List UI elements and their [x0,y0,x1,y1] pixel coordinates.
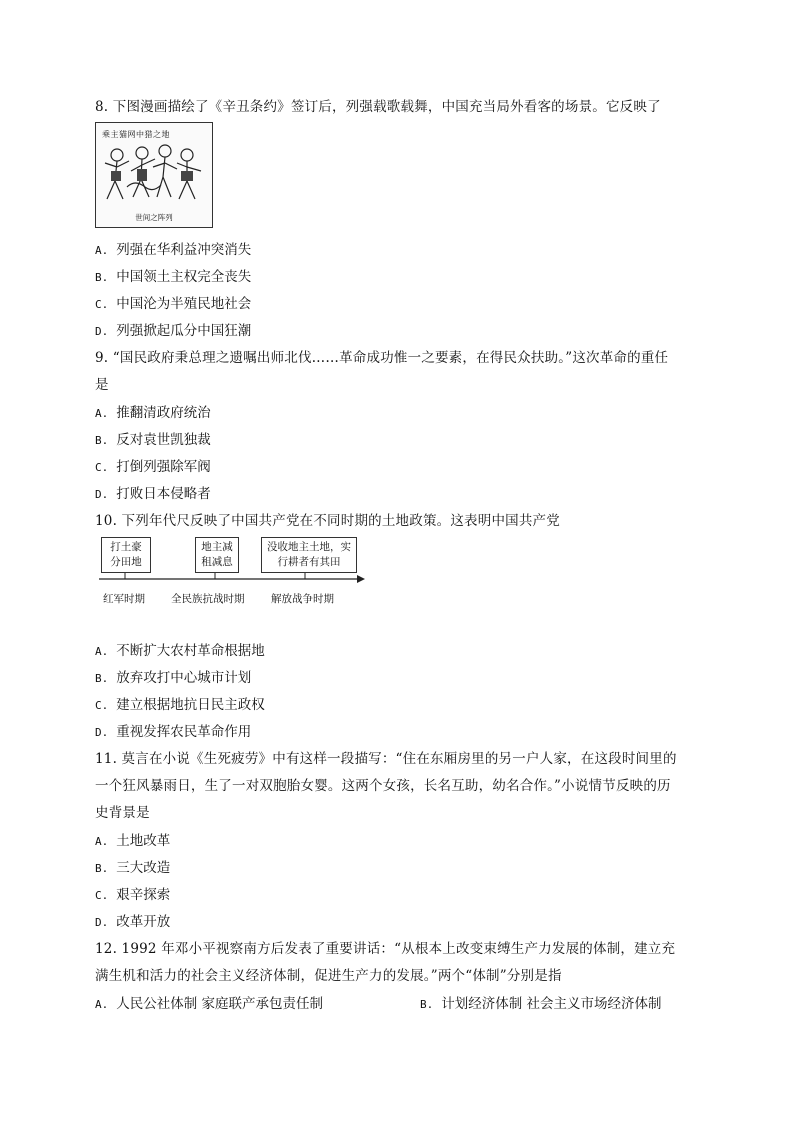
option-text: 反对袁世凯独裁 [116,432,211,448]
q9-option-c[interactable] [95,455,211,475]
option-text: 艰辛探索 [116,887,171,903]
option-label: B. [95,862,109,875]
option-label: D. [95,325,109,338]
option-text: 计划经济体制 社会主义市场经济体制 [441,996,662,1012]
option-label: A. [95,835,109,848]
option-text: 中国沦为半殖民地社会 [116,296,252,312]
option-text: 打倒列强除军阀 [116,459,211,475]
option-label: B. [95,434,109,447]
timeline-box-text: 租减息 [201,556,233,568]
q12-option-a[interactable] [95,992,323,1012]
option-label: C. [95,461,109,474]
q8-option-a[interactable] [95,238,251,258]
option-label: B. [420,998,434,1011]
option-text: 列强在华利益冲突消失 [116,242,252,258]
q8-option-c[interactable] [95,292,251,312]
option-label: C. [95,699,109,712]
option-label: A. [95,645,109,658]
option-text: 改革开放 [116,914,171,930]
option-label: B. [95,672,109,685]
timeline-period-3: 解放战争时期 [271,593,334,605]
option-text: 建立根据地抗日民主政权 [116,697,265,713]
question-8-stem: 8. 下图漫画描绘了《辛丑条约》签订后，列强载歌载舞，中国充当局外看客的场景。它反映了 [95,99,661,115]
timeline-box-text: 行耕者有其田 [277,556,341,568]
option-text: 不断扩大农村革命根据地 [116,643,265,659]
question-11-stem-cont: 史背景是 [95,805,150,821]
q11-option-b[interactable] [95,856,170,876]
cartoon-caption: 世间之阵列 [135,213,173,222]
option-label: D. [95,726,109,739]
q11-option-c[interactable] [95,883,170,903]
q8-option-d[interactable] [95,319,251,339]
q10-option-a[interactable] [95,639,265,659]
q10-option-b[interactable] [95,666,251,686]
timeline-box-text: 分田地 [110,556,142,568]
option-text: 土地改革 [116,833,171,849]
q10-option-c[interactable] [95,693,265,713]
q9-option-d[interactable] [95,482,211,502]
option-label: D. [95,488,109,501]
timeline-box-1 [101,537,151,573]
timeline-box-text: 没收地主土地，实 [267,541,351,553]
option-label: C. [95,298,109,311]
q11-option-a[interactable] [95,829,170,849]
timeline-chart [95,535,365,610]
q12-option-b[interactable] [420,992,662,1012]
q8-option-b[interactable] [95,265,251,285]
option-label: A. [95,244,109,257]
cartoon-image [95,122,213,228]
option-label: A. [95,407,109,420]
option-text: 三大改造 [116,860,171,876]
option-label: C. [95,889,109,902]
timeline-box-2 [195,537,239,573]
question-11-stem: 11. 莫言在小说《生死疲劳》中有这样一段描写：“住在东厢房里的另一户人家，在这段时间里的 [95,751,677,767]
option-label: A. [95,998,109,1011]
q11-option-d[interactable] [95,910,170,930]
timeline-period-1: 红军时期 [103,593,145,605]
option-text: 人民公社体制 家庭联产承包责任制 [116,996,324,1012]
timeline-period-2: 全民族抗战时期 [171,593,245,605]
question-11-stem-cont: 一个狂风暴雨日，生了一对双胞胎女婴。这两个女孩，长名互助，幼名合作。”小说情节反映的历 [95,778,671,794]
option-text: 推翻清政府统治 [116,405,211,421]
q9-option-a[interactable] [95,401,211,421]
question-9-stem-cont: 是 [95,377,109,393]
question-12-stem: 12. 1992 年邓小平视察南方后发表了重要讲话：“从根本上改变束缚生产力发展的体制，建立充 [95,941,676,957]
timeline-box-3 [261,537,357,573]
option-text: 放弃攻打中心城市计划 [116,670,252,686]
timeline-box-text: 地主减 [201,541,233,553]
cartoon-title: 乘主猫网中猎之地 [102,130,170,139]
option-text: 打败日本侵略者 [116,486,211,502]
option-text: 重视发挥农民革命作用 [116,724,252,740]
q10-option-d[interactable] [95,720,251,740]
option-label: D. [95,916,109,929]
question-10-stem: 10. 下列年代尺反映了中国共产党在不同时期的土地政策。这表明中国共产党 [95,513,560,529]
cartoon-figures-illustration [97,141,211,211]
option-text: 中国领土主权完全丧失 [116,269,252,285]
timeline-box-text: 打土豪 [110,541,142,553]
question-9-stem: 9. “国民政府秉总理之遗嘱出师北伐……革命成功惟一之要素，在得民众扶助。”这次革命的重任 [95,350,669,366]
option-text: 列强掀起瓜分中国狂潮 [116,323,252,339]
option-label: B. [95,271,109,284]
question-12-stem-cont: 满生机和活力的社会主义经济体制，促进生产力的发展。”两个“体制”分别是指 [95,968,562,984]
q9-option-b[interactable] [95,428,211,448]
